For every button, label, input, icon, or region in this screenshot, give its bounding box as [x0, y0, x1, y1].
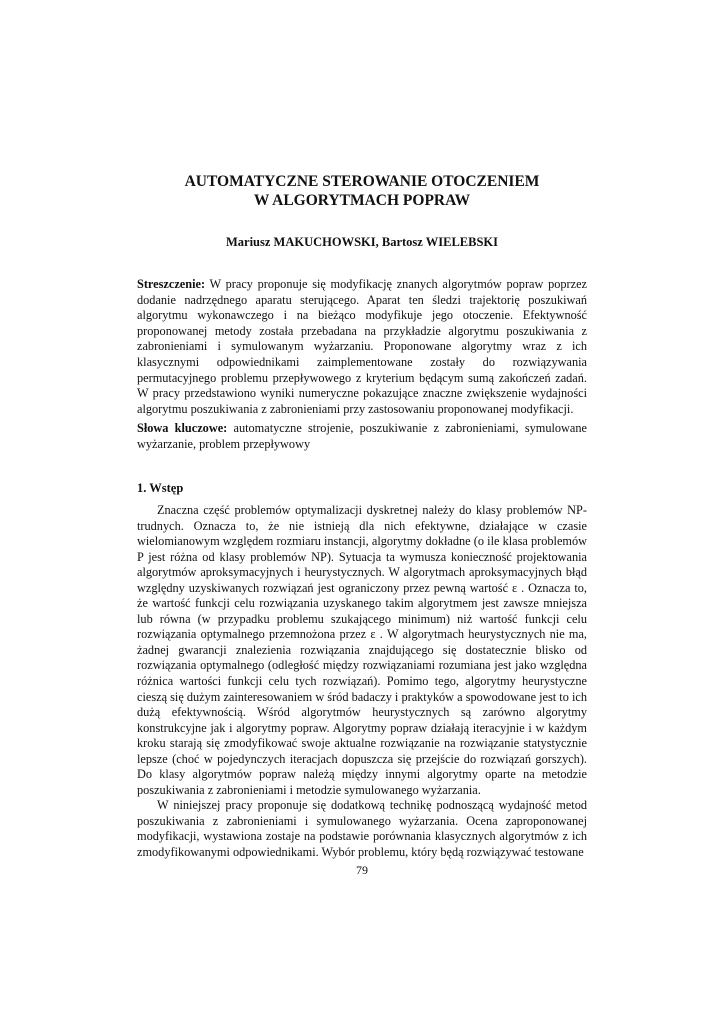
- abstract-text: W pracy proponuje się modyfikację znanych algorytmów popraw poprzez dodanie nadrzędnego aparatu sterującego. Aparat ten śledzi trajektorię poszukiwań algorytmu wykonawczego i na bieżąco modyfikuje jego otoczenie. Efektywność proponowanej metody została przebadana na przykładzie algorytmu poszukiwania z zabronieniami i symulowanym wyżarzaniu. Proponowane algorytmy wraz z ich klasycznymi odpowiednikami zaimplementowane zostały do rozwiązywania permutacyjnego problemu przepływowego z kryterium będącym sumą zakończeń zadań. W pracy przedstawiono wyniki numeryczne pokazujące znaczne zwiększenie wydajności algorytmu poszukiwania z zabronieniami przy zastosowaniu proponowanej modyfikacji.: [137, 277, 587, 416]
- abstract: [137, 277, 587, 417]
- keywords: [137, 421, 587, 452]
- authors: Mariusz MAKUCHOWSKI, Bartosz WIELEBSKI: [225, 235, 498, 249]
- section-heading: 1. Wstęp: [137, 481, 184, 495]
- title-line-2: W ALGORYTMACH POPRAW: [253, 192, 471, 209]
- title-line-1: AUTOMATYCZNE STEROWANIE OTOCZENIEM: [184, 173, 540, 190]
- body-paragraph-1: Znaczna część problemów optymalizacji dyskretnej należy do klasy problemów NP-trudnych. Oznacza to, że nie istnieją dla nich efektywne, działające w czasie wielomianowym względem rozmiaru instancji, algorytmy dokładne (o ile klasa problemów P jest różna od klasy problemów NP). Sytuacja ta wymusza konieczność projektowania algorytmów aproksymacyjnych i heurystycznych. W algorytmach aproksymacyjnych błąd względny uzyskiwanych rozwiązań jest ograniczony przez pewną wartość ε . Oznacza to, że wartość funkcji celu rozwiązania uzyskanego takim algorytmem jest zawsze mniejsza lub równa (w przypadku problemu szukającego minimum) niż wartość funkcji celu rozwiązania optymalnego przemnożona przez ε . W algorytmach heurystycznych nie ma, żadnej gwarancji znalezienia rozwiązania znajdującego się dostatecznie blisko od rozwiązania optymalnego (odległość między rozwiązaniami rozumiana jest jako względna różnica wartości funkcji celu tych rozwiązań). Pomimo tego, algorytmy heurystyczne cieszą się dużym zainteresowaniem w śród badaczy i praktyków a spowodowane jest to ich dużą efektywnością. Wśród algorytmów heurystycznych są zarówno algorytmy konstrukcyjne jak i algorytmy popraw. Algorytmy popraw działają iteracyjnie i w każdym kroku starają się zmodyfikować swoje aktualne rozwiązanie na rozwiązanie statystycznie lepsze (choć w pojedynczych iteracjach dopuszcza się przejście do rozwiązań gorszych). Do klasy algorytmów popraw należą między innymi algorytmy oparte na metodzie poszukiwania z zabronieniami i metodzie symulowanego wyżarzania.: [137, 503, 587, 797]
- body-paragraph-2: W niniejszej pracy proponuje się dodatkową technikę podnoszącą wydajność metod poszukiwania z zabronieniami i symulowanego wyżarzania. Ocena zaproponowanej modyfikacji, wystawiona zostaje na podstawie porównania klasycznych algorytmów z ich zmodyfikowanymi odpowiednikami. Wybór problemu, który będą rozwiązywać testowane: [137, 798, 587, 860]
- abstract-label: Streszczenie:: [137, 277, 206, 291]
- section-body: [137, 503, 587, 861]
- paper-title: [0, 172, 724, 210]
- page-number: 79: [356, 863, 368, 877]
- keywords-text: automatyczne strojenie, poszukiwanie z zabronieniami, symulowane wyżarzanie, problem przepływowy: [137, 421, 587, 451]
- keywords-label: Słowa kluczowe:: [137, 421, 228, 435]
